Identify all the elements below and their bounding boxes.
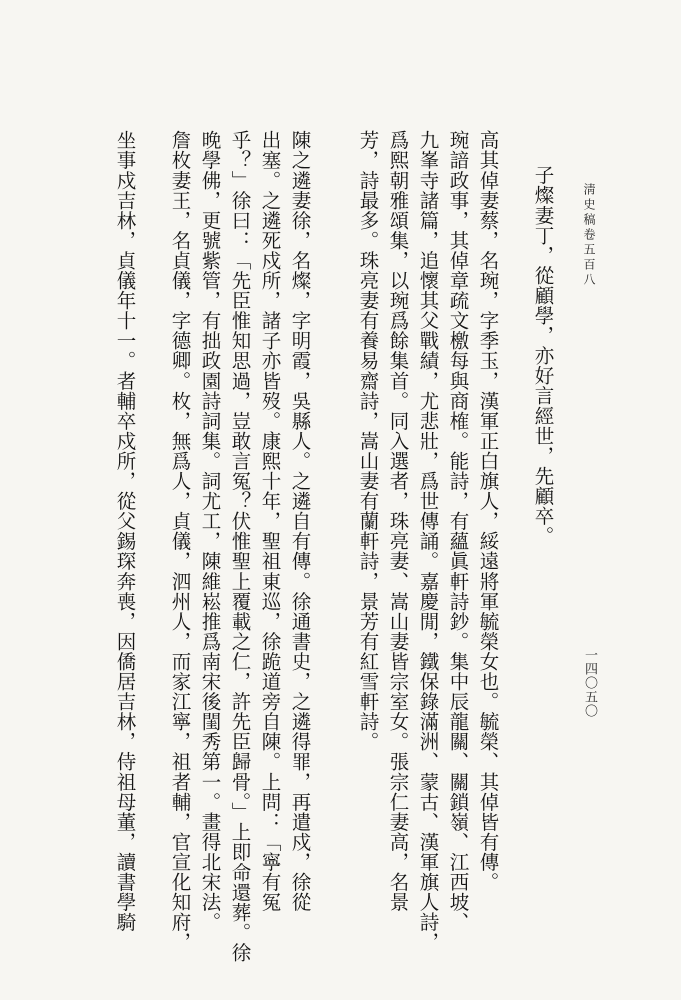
text-column: 詹枚妻王，名貞儀，字德卿。枚，無爲人，貞儀，泗州人，而家江寧，祖者輔，官宣化知府， xyxy=(168,130,192,953)
column-divider xyxy=(577,150,578,890)
text-column: 芳，詩最多。珠亮妻有養易齋詩，嵩山妻有蘭軒詩，景芳有紅雪軒詩。 xyxy=(356,130,380,752)
text-column: 高其倬妻蔡，名琬，字季玉，漢軍正白旗人，綏遠將軍毓榮女也。毓榮、其倬皆有傳。 xyxy=(476,130,500,892)
text-column: 出塞。之遴死戍所，諸子亦皆歿。康熙十年，聖祖東巡，徐跪道旁自陳。上問：「寧有冤 xyxy=(258,130,282,912)
text-column: 琬諳政事，其倬章疏文檄每與商榷。能詩，有蘊眞軒詩鈔。集中辰龍關、關鎖嶺、江西坡、 xyxy=(446,130,470,932)
text-column: 爲熙朝雅頌集，以琬爲餘集首。同入選者，珠亮妻、嵩山妻皆宗室女。張宗仁妻高，名景 xyxy=(386,130,410,912)
text-column: 九峯寺諸篇，追懷其父戰績，尤悲壯，爲世傳誦。嘉慶閒，鐵保錄滿洲、蒙古、漢軍旗人詩， xyxy=(416,130,440,953)
text-column: 乎？」徐曰：「先臣惟知思過，豈敢言冤？伏惟聖上覆載之仁，許先臣歸骨。」上即命還葬。徐 xyxy=(228,130,252,963)
text-column: 晚學佛，更號紫管，有拙政園詩詞集。詞尤工，陳維崧推爲南宋後閨秀第一。畫得北宋法。 xyxy=(198,130,222,932)
page-number: 一四〇五〇 xyxy=(582,648,597,718)
running-head-title: 淸史稿卷五百八 xyxy=(582,183,596,288)
text-column: 坐事戍吉林，貞儀年十一。者輔卒戍所，從父錫琛奔喪，因僑居吉林，侍祖母董，讀書學騎 xyxy=(113,130,137,932)
text-column: 陳之遴妻徐，名燦，字明霞，吳縣人。之遴自有傳。徐通書史，之遴得罪，再遣戍，徐從 xyxy=(288,130,312,912)
text-column: 子燦妻丁，從顧學，亦好言經世，先顧卒。 xyxy=(531,165,555,546)
